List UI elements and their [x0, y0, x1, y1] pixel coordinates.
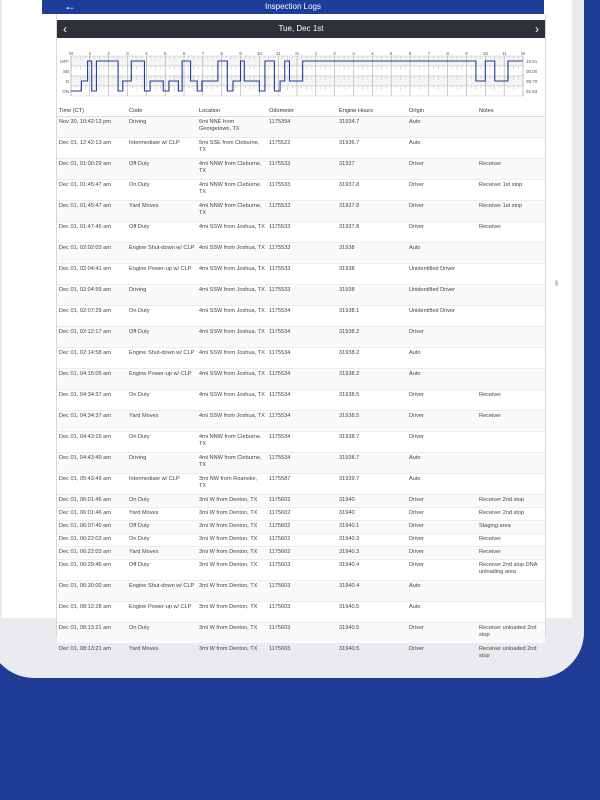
cell-odometer: 1175534: [267, 327, 337, 348]
cell-odometer: 1175602: [267, 547, 337, 560]
cell-engine-hours: 31940.5: [337, 623, 407, 644]
cell-code: Yard Moves: [127, 547, 197, 560]
cell-time: Dec 01, 06:22:03 am: [57, 547, 127, 560]
cell-origin: Auto: [407, 602, 477, 623]
cell-location: 4mi SSW from Joshua, TX: [197, 285, 267, 306]
cell-notes: [477, 243, 545, 264]
cell-odometer: 1175534: [267, 390, 337, 411]
cell-odometer: 1175394: [267, 117, 337, 138]
hour-label: 7: [427, 51, 431, 56]
cell-time: Dec 01, 05:43:49 am: [57, 474, 127, 495]
cell-engine-hours: 31940.5: [337, 602, 407, 623]
cell-notes: Receiver: [477, 534, 545, 547]
cell-notes: Receiver: [477, 547, 545, 560]
table-row[interactable]: [57, 264, 545, 285]
cell-code: Engine Power-up w/ CLP: [127, 369, 197, 390]
hour-label: 3: [126, 51, 129, 56]
cell-notes: [477, 453, 545, 474]
cell-notes: [477, 432, 545, 453]
cell-location: 5mi SSE from Cleburne, TX: [197, 138, 267, 159]
cell-code: Yard Moves: [127, 201, 197, 222]
header-time: Time (CT): [57, 106, 127, 117]
page-title: Inspection Logs: [264, 2, 322, 11]
cell-location: 4mi NNW from Cleburne, TX: [197, 159, 267, 180]
cell-time: Dec 01, 01:45:47 am: [57, 180, 127, 201]
cell-odometer: 1175602: [267, 508, 337, 521]
cell-origin: Driver: [407, 623, 477, 644]
cell-time: Dec 01, 04:34:37 am: [57, 390, 127, 411]
hour-label: 5: [163, 51, 167, 56]
cell-notes: [477, 327, 545, 348]
header-engine-hours: Engine Hours: [337, 106, 407, 117]
table-row[interactable]: [57, 453, 545, 474]
table-row[interactable]: [57, 560, 545, 581]
cell-notes: Receiver 2nd stop DNA unloading area: [477, 560, 545, 581]
cell-origin: Driver: [407, 644, 477, 665]
hour-label: 8: [446, 51, 449, 56]
table-row[interactable]: [57, 644, 545, 665]
cell-odometer: 1175534: [267, 453, 337, 474]
hour-label: 10: [256, 51, 262, 56]
cell-origin: Driver: [407, 327, 477, 348]
status-label: D: [65, 79, 69, 84]
cell-notes: [477, 348, 545, 369]
cell-odometer: 1175534: [267, 348, 337, 369]
cell-notes: Receiver unloaded 2nd stop: [477, 644, 545, 665]
table-row[interactable]: [57, 521, 545, 534]
hour-label: 11: [275, 51, 281, 56]
cell-odometer: 1175603: [267, 602, 337, 623]
cell-notes: [477, 602, 545, 623]
side-button: [555, 280, 558, 286]
table-row[interactable]: [57, 411, 545, 432]
cell-origin: Unidentified Driver: [407, 264, 477, 285]
cell-engine-hours: 31938.5: [337, 411, 407, 432]
cell-code: On Duty: [127, 306, 197, 327]
chevron-left-icon[interactable]: ‹: [63, 22, 67, 36]
cell-location: 4mi SSW from Joshua, TX: [197, 411, 267, 432]
cell-notes: [477, 306, 545, 327]
cell-code: Driving: [127, 285, 197, 306]
cell-code: Yard Moves: [127, 508, 197, 521]
cell-location: 4mi SSW from Joshua, TX: [197, 222, 267, 243]
hour-label: 7: [201, 51, 205, 56]
cell-origin: Auto: [407, 138, 477, 159]
cell-notes: Receiver 2nd stop: [477, 495, 545, 508]
cell-time: Dec 01, 08:13:21 am: [57, 644, 127, 665]
table-row[interactable]: [57, 581, 545, 602]
cell-notes: Receiver: [477, 390, 545, 411]
cell-location: 4mi NNW from Cleburne, TX: [197, 180, 267, 201]
cell-engine-hours: 31940.3: [337, 534, 407, 547]
cell-code: Driving: [127, 117, 197, 138]
cell-notes: Receiver: [477, 411, 545, 432]
app-bar: [42, 0, 544, 14]
hour-label: 3: [352, 51, 355, 56]
cell-notes: Receiver: [477, 222, 545, 243]
cell-notes: [477, 285, 545, 306]
date-navigation: [57, 20, 545, 38]
cell-origin: Driver: [407, 534, 477, 547]
cell-odometer: 1175602: [267, 521, 337, 534]
log-events-table: [57, 106, 545, 665]
hour-label: 4: [145, 51, 148, 56]
header-notes: Notes: [477, 106, 545, 117]
cell-engine-hours: 31938: [337, 243, 407, 264]
hour-label: 9: [465, 51, 468, 56]
cell-engine-hours: 31940: [337, 495, 407, 508]
cell-odometer: 1175534: [267, 306, 337, 327]
cell-origin: Auto: [407, 581, 477, 602]
status-total: 05:70: [526, 79, 538, 84]
cell-origin: Driver: [407, 547, 477, 560]
duty-status-chart: [57, 50, 545, 112]
cell-code: On Duty: [127, 432, 197, 453]
cell-origin: Auto: [407, 243, 477, 264]
cell-notes: [477, 369, 545, 390]
cell-odometer: 1175534: [267, 411, 337, 432]
current-date: Tue, Dec 1st: [278, 24, 324, 33]
cell-location: 4mi NNW from Cleburne, TX: [197, 432, 267, 453]
table-row[interactable]: [57, 117, 545, 138]
cell-notes: [477, 264, 545, 285]
cell-notes: Receiver: [477, 159, 545, 180]
cell-location: 3mi W from Denton, TX: [197, 547, 267, 560]
cell-engine-hours: 31937: [337, 159, 407, 180]
cell-code: Intermediate w/ CLP: [127, 138, 197, 159]
cell-engine-hours: 31939.7: [337, 474, 407, 495]
hour-label: 4: [371, 51, 374, 56]
cell-notes: [477, 581, 545, 602]
cell-engine-hours: 31940.1: [337, 521, 407, 534]
cell-time: Dec 01, 04:43:49 am: [57, 453, 127, 474]
table-row[interactable]: [57, 495, 545, 508]
cell-location: 4mi SSW from Joshua, TX: [197, 327, 267, 348]
status-label: OFF: [60, 59, 69, 64]
hour-label: 1: [314, 51, 318, 56]
cell-origin: Driver: [407, 560, 477, 581]
hour-label: M: [521, 51, 525, 56]
hour-label: N: [295, 51, 299, 56]
cell-time: Dec 01, 12:42:13 am: [57, 138, 127, 159]
cell-time: Dec 01, 08:12:28 am: [57, 602, 127, 623]
table-row[interactable]: [57, 327, 545, 348]
cell-time: Dec 01, 08:13:21 am: [57, 623, 127, 644]
cell-code: On Duty: [127, 534, 197, 547]
cell-time: Dec 01, 01:00:29 am: [57, 159, 127, 180]
hour-label: 1: [88, 51, 92, 56]
cell-time: Dec 01, 02:14:58 am: [57, 348, 127, 369]
table-row[interactable]: [57, 138, 545, 159]
table-row[interactable]: [57, 623, 545, 644]
cell-origin: Auto: [407, 453, 477, 474]
cell-notes: Staging area: [477, 521, 545, 534]
cell-odometer: 1175533: [267, 285, 337, 306]
cell-notes: Receiver 1st stop: [477, 201, 545, 222]
cell-time: Dec 01, 02:02:03 am: [57, 243, 127, 264]
cell-time: Dec 01, 02:12:17 am: [57, 327, 127, 348]
cell-odometer: 1175533: [267, 264, 337, 285]
hour-label: 11: [501, 51, 507, 56]
table-row[interactable]: [57, 180, 545, 201]
status-label: SB: [62, 69, 69, 74]
cell-code: Engine Power-up w/ CLP: [127, 264, 197, 285]
cell-code: Off Duty: [127, 521, 197, 534]
cell-origin: Driver: [407, 390, 477, 411]
table-row[interactable]: [57, 369, 545, 390]
hour-label: 9: [239, 51, 242, 56]
hour-label: 6: [408, 51, 412, 56]
cell-odometer: 1175603: [267, 623, 337, 644]
cell-odometer: 1175533: [267, 180, 337, 201]
hour-label: 2: [107, 51, 110, 56]
cell-engine-hours: 31938.5: [337, 390, 407, 411]
hour-label: 2: [333, 51, 336, 56]
cell-location: 3mi NW from Roanoke, TX: [197, 474, 267, 495]
cell-location: 3mi W from Denton, TX: [197, 602, 267, 623]
cell-code: On Duty: [127, 495, 197, 508]
cell-engine-hours: 31940.5: [337, 644, 407, 665]
cell-odometer: 1175522: [267, 138, 337, 159]
cell-location: 4mi NNW from Cleburne, TX: [197, 453, 267, 474]
cell-location: 3mi W from Denton, TX: [197, 560, 267, 581]
log-content: [56, 14, 546, 659]
cell-time: Dec 01, 01:47:45 am: [57, 222, 127, 243]
cell-code: Yard Moves: [127, 644, 197, 665]
cell-code: Driving: [127, 453, 197, 474]
table-row[interactable]: [57, 348, 545, 369]
table-row[interactable]: [57, 222, 545, 243]
cell-time: Dec 01, 04:43:16 am: [57, 432, 127, 453]
cell-code: Off Duty: [127, 560, 197, 581]
back-arrow-icon[interactable]: ←: [64, 0, 76, 13]
cell-engine-hours: 31940.4: [337, 560, 407, 581]
cell-location: 4mi SSW from Joshua, TX: [197, 348, 267, 369]
table-row[interactable]: [57, 243, 545, 264]
cell-origin: Driver: [407, 411, 477, 432]
cell-engine-hours: 31937.8: [337, 201, 407, 222]
cell-code: Intermediate w/ CLP: [127, 474, 197, 495]
hour-label: 8: [220, 51, 223, 56]
cell-origin: Driver: [407, 495, 477, 508]
cell-notes: Receiver 1st stop: [477, 180, 545, 201]
status-total: 15:51: [526, 59, 538, 64]
cell-odometer: 1175533: [267, 201, 337, 222]
cell-time: Dec 01, 06:01:46 am: [57, 495, 127, 508]
table-row[interactable]: [57, 201, 545, 222]
cell-origin: Unidentified Driver: [407, 285, 477, 306]
cell-odometer: 1175587: [267, 474, 337, 495]
cell-location: 4mi NNW from Cleburne, TX: [197, 201, 267, 222]
cell-location: 6mi NNE from Georgetown, TX: [197, 117, 267, 138]
cell-code: On Duty: [127, 390, 197, 411]
cell-engine-hours: 31938.7: [337, 453, 407, 474]
cell-notes: Receiver unloaded 2nd stop: [477, 623, 545, 644]
table-row[interactable]: [57, 534, 545, 547]
cell-time: Dec 01, 06:29:46 am: [57, 560, 127, 581]
cell-time: Dec 01, 06:22:03 am: [57, 534, 127, 547]
cell-origin: Auto: [407, 348, 477, 369]
cell-engine-hours: 31938.2: [337, 327, 407, 348]
cell-origin: Driver: [407, 508, 477, 521]
table-row[interactable]: [57, 508, 545, 521]
header-code: Code: [127, 106, 197, 117]
cell-engine-hours: 31938.7: [337, 432, 407, 453]
cell-code: Off Duty: [127, 159, 197, 180]
table-row[interactable]: [57, 285, 545, 306]
cell-location: 3mi W from Denton, TX: [197, 623, 267, 644]
cell-code: Off Duty: [127, 327, 197, 348]
cell-time: Dec 01, 01:45:47 am: [57, 201, 127, 222]
table-header-row: [57, 106, 545, 117]
cell-engine-hours: 31940.4: [337, 581, 407, 602]
table-row[interactable]: [57, 547, 545, 560]
table-row[interactable]: [57, 159, 545, 180]
cell-location: 4mi SSW from Joshua, TX: [197, 264, 267, 285]
cell-odometer: 1175533: [267, 243, 337, 264]
cell-time: Dec 01, 02:04:59 am: [57, 285, 127, 306]
cell-origin: Auto: [407, 474, 477, 495]
table-row[interactable]: [57, 306, 545, 327]
cell-code: Engine Shut-down w/ CLP: [127, 243, 197, 264]
cell-location: 4mi SSW from Joshua, TX: [197, 369, 267, 390]
cell-time: Dec 01, 02:07:29 am: [57, 306, 127, 327]
cell-odometer: 1175534: [267, 432, 337, 453]
cell-code: Engine Power-up w/ CLP: [127, 602, 197, 623]
cell-location: 4mi SSW from Joshua, TX: [197, 306, 267, 327]
cell-time: Dec 01, 06:07:40 am: [57, 521, 127, 534]
cell-notes: [477, 474, 545, 495]
cell-code: On Duty: [127, 180, 197, 201]
hour-label: 10: [482, 51, 488, 56]
cell-time: Dec 01, 04:15:05 am: [57, 369, 127, 390]
cell-code: Engine Shut-down w/ CLP: [127, 348, 197, 369]
cell-code: Off Duty: [127, 222, 197, 243]
cell-location: 3mi W from Denton, TX: [197, 521, 267, 534]
chevron-right-icon[interactable]: ›: [535, 22, 539, 36]
cell-origin: Driver: [407, 432, 477, 453]
cell-odometer: 1175533: [267, 159, 337, 180]
cell-notes: Receiver 2nd stop: [477, 508, 545, 521]
hour-label: 5: [389, 51, 393, 56]
cell-time: Dec 01, 06:01:46 am: [57, 508, 127, 521]
table-row[interactable]: [57, 432, 545, 453]
cell-engine-hours: 31940: [337, 508, 407, 521]
cell-engine-hours: 31938: [337, 285, 407, 306]
cell-time: Dec 01, 06:30:00 am: [57, 581, 127, 602]
cell-origin: Driver: [407, 201, 477, 222]
status-total: 01:83: [526, 89, 538, 94]
cell-engine-hours: 31936.7: [337, 138, 407, 159]
cell-origin: Driver: [407, 180, 477, 201]
cell-time: Dec 01, 04:34:37 am: [57, 411, 127, 432]
cell-odometer: 1175603: [267, 581, 337, 602]
cell-engine-hours: 31938.2: [337, 369, 407, 390]
cell-engine-hours: 31937.8: [337, 222, 407, 243]
hour-label: 6: [182, 51, 186, 56]
cell-notes: [477, 138, 545, 159]
cell-location: 3mi W from Denton, TX: [197, 581, 267, 602]
cell-engine-hours: 31940.3: [337, 547, 407, 560]
cell-code: On Duty: [127, 623, 197, 644]
cell-code: Yard Moves: [127, 411, 197, 432]
status-label: ON: [62, 89, 69, 94]
header-origin: Origin: [407, 106, 477, 117]
table-row[interactable]: [57, 474, 545, 495]
cell-time: Nov 30, 10:42:13 pm: [57, 117, 127, 138]
table-row[interactable]: [57, 602, 545, 623]
duty-status-graph: [57, 50, 545, 112]
status-total: 00:00: [526, 69, 538, 74]
cell-origin: Driver: [407, 159, 477, 180]
cell-origin: Driver: [407, 521, 477, 534]
table-row[interactable]: [57, 390, 545, 411]
cell-odometer: 1175603: [267, 644, 337, 665]
cell-time: Dec 01, 02:04:41 am: [57, 264, 127, 285]
cell-engine-hours: 31937.8: [337, 180, 407, 201]
cell-odometer: 1175533: [267, 222, 337, 243]
header-odometer: Odometer: [267, 106, 337, 117]
cell-notes: [477, 117, 545, 138]
header-location: Location: [197, 106, 267, 117]
cell-engine-hours: 31938.1: [337, 306, 407, 327]
cell-origin: Driver: [407, 222, 477, 243]
cell-odometer: 1175602: [267, 495, 337, 508]
cell-engine-hours: 31938: [337, 264, 407, 285]
hour-label: M: [69, 51, 73, 56]
cell-odometer: 1175603: [267, 560, 337, 581]
cell-odometer: 1175602: [267, 534, 337, 547]
cell-engine-hours: 31938.2: [337, 348, 407, 369]
cell-engine-hours: 31934.7: [337, 117, 407, 138]
cell-location: 3mi W from Denton, TX: [197, 495, 267, 508]
cell-location: 4mi SSW from Joshua, TX: [197, 390, 267, 411]
cell-code: Engine Shut-down w/ CLP: [127, 581, 197, 602]
cell-origin: Unidentified Driver: [407, 306, 477, 327]
cell-location: 3mi W from Denton, TX: [197, 644, 267, 665]
cell-origin: Auto: [407, 117, 477, 138]
cell-location: 4mi SSW from Joshua, TX: [197, 243, 267, 264]
cell-location: 3mi W from Denton, TX: [197, 534, 267, 547]
cell-location: 3mi W from Denton, TX: [197, 508, 267, 521]
cell-odometer: 1175534: [267, 369, 337, 390]
cell-origin: Auto: [407, 369, 477, 390]
